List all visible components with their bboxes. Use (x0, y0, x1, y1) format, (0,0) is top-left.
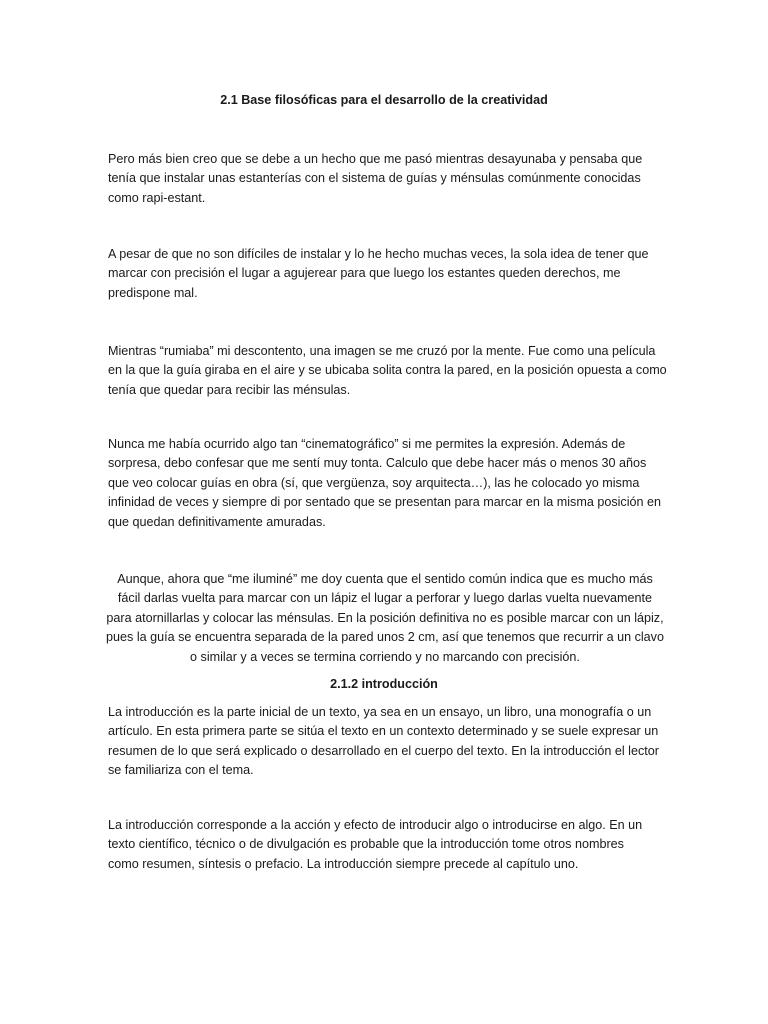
paragraph-4 (108, 435, 668, 532)
section-subtitle: 2.1.2 introducción (330, 677, 438, 691)
paragraph-line: Pero más bien creo que se debe a un hecho que me pasó mientras desayunaba y pensaba que (108, 152, 643, 166)
paragraph-line: La introducción corresponde a la acción y efecto de introducir algo o introducirse en algo. En un (108, 818, 643, 832)
paragraph-line: Nunca me había ocurrido algo tan “cinematográfico” si me permites la expresión. Además de (108, 437, 626, 451)
paragraph-line: o similar y a veces se termina corriendo y no marcando con precisión. (190, 649, 580, 664)
paragraph-line: A pesar de que no son difíciles de instalar y lo he hecho muchas veces, la sola idea de tener que (108, 247, 649, 261)
page-title: 2.1 Base filosóficas para el desarrollo de la creatividad (220, 93, 548, 107)
paragraph-line: como rapi-estant. (108, 190, 206, 205)
paragraph-line: marcar con precisión el lugar a agujerear para que luego los estantes queden derechos, me (108, 266, 621, 281)
paragraph-3 (108, 342, 668, 400)
paragraph-5 (100, 570, 670, 667)
intro-paragraph-1 (108, 703, 668, 781)
paragraph-line: para atornillarlas y colocar las ménsulas. En la posición definitiva no es posible marcar con un lápiz, (106, 610, 664, 625)
paragraph-line: tenía que instalar unas estanterías con el sistema de guías y ménsulas comúnmente conocidas (108, 171, 641, 186)
paragraph-line: pues la guía se encuentra separada de la pared unos 2 cm, así que tenemos que recurrir a un clavo (106, 630, 664, 645)
paragraph-line: fácil darlas vuelta para marcar con un lápiz el lugar a perforar y luego darlas vuelta nuevamente (117, 591, 653, 606)
paragraph-line: Mientras “rumiaba” mi descontento, una imagen se me cruzó por la mente. Fue como una película (108, 344, 656, 358)
paragraph-line: sorpresa, debo confesar que me sentí muy tonta. Calculo que debe hacer más o menos 30 años (108, 456, 647, 471)
paragraph-line: texto científico, técnico o de divulgación es probable que la introducción tome otros nombres (108, 837, 624, 852)
paragraph-1 (108, 150, 668, 208)
paragraph-line: que veo colocar guías en obra (sí, que vergüenza, soy arquitecta…), las he colocado yo misma (108, 475, 640, 490)
paragraph-line: se familiariza con el tema. (108, 763, 254, 778)
paragraph-line: en la que la guía giraba en el aire y se ubicaba solita contra la pared, en la posición opuesta a como (108, 363, 667, 378)
paragraph-line: infinidad de veces y siempre di por sentado que se presentan para marcar en la misma posición en (108, 495, 662, 510)
paragraph-line: artículo. En esta primera parte se sitúa el texto en un contexto determinado y se suele expresar un (108, 724, 659, 739)
paragraph-line: tenía que quedar para recibir las ménsulas. (108, 382, 351, 397)
paragraph-2 (108, 245, 668, 303)
paragraph-line: La introducción es la parte inicial de un texto, ya sea en un ensayo, un libro, una monografía o un (108, 705, 652, 719)
paragraph-line: predispone mal. (108, 285, 198, 300)
paragraph-line: resumen de lo que será explicado o desarrollado en el cuerpo del texto. En la introducción el lector (108, 743, 659, 758)
intro-paragraph-2 (108, 816, 668, 874)
paragraph-line: como resumen, síntesis o prefacio. La introducción siempre precede al capítulo uno. (108, 856, 579, 871)
paragraph-line: que quedan definitivamente amuradas. (108, 514, 326, 529)
paragraph-line: Aunque, ahora que “me iluminé” me doy cuenta que el sentido común indica que es mucho más (117, 572, 653, 586)
